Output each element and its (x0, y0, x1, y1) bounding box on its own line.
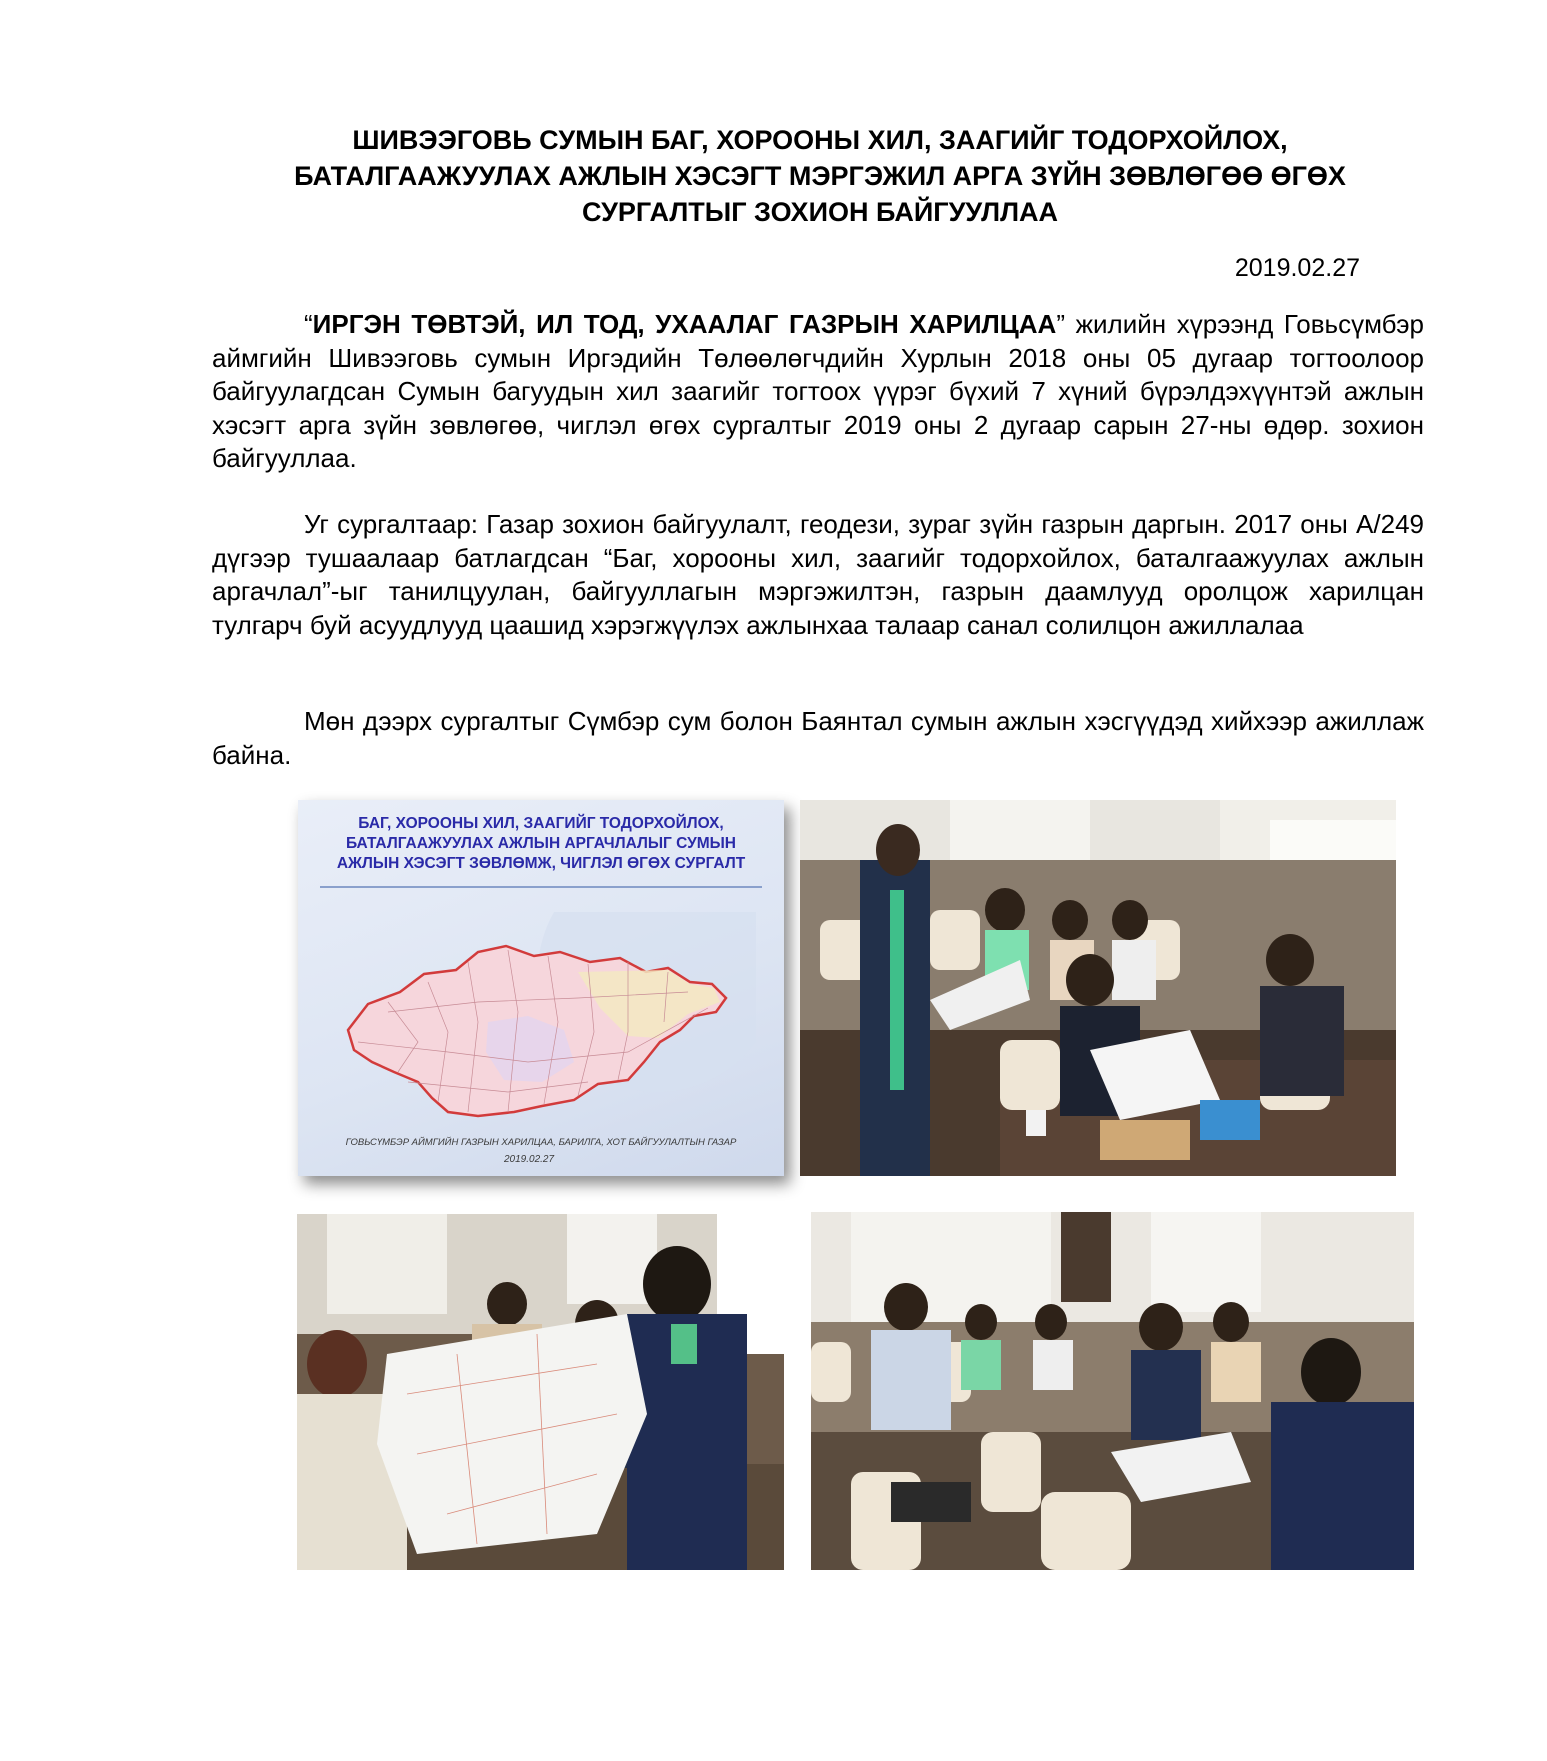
mongolia-map-image (328, 912, 756, 1128)
meeting-photo-3 (811, 1212, 1414, 1570)
paragraph-1 (212, 308, 1424, 476)
quote-close: ” (1056, 309, 1065, 339)
meeting-photo-1 (800, 800, 1396, 1176)
slide-date: 2019.02.27 (504, 1154, 555, 1165)
slide-footer: ГОВЬСҮМБЭР АЙМГИЙН ГАЗРЫН ХАРИЛЦАА, БАРИЛГА, ХОТ БАЙГУУЛАЛТЫН ГАЗАР (345, 1137, 737, 1148)
meeting-photo-2 (297, 1214, 784, 1570)
title-line-2: БАТАЛГААЖУУЛАХ АЖЛЫН ХЭСЭГТ МЭРГЭЖИЛ АРГА ЗҮЙН ЗӨВЛӨГӨӨ ӨГӨХ (294, 161, 1346, 191)
document-date: 2019.02.27 (1234, 254, 1360, 282)
paragraph-3: Мөн дээрх сургалтыг Сүмбэр сум болон Баянтал сумын ажлын хэсгүүдэд хийхээр ажиллаж байна. (212, 706, 1424, 770)
slide-title-line-3: АЖЛЫН ХЭСЭГТ ЗӨВЛӨМЖ, ЧИГЛЭЛ ӨГӨХ СУРГАЛТ (336, 855, 746, 872)
slogan-bold: ИРГЭН ТӨВТЭЙ, ИЛ ТОД, УХААЛАГ ГАЗРЫН ХАРИЛЦАА (312, 309, 1057, 339)
document-title (200, 122, 1440, 230)
slide-divider (320, 886, 762, 888)
title-line-3: СУРГАЛТЫГ ЗОХИОН БАЙГУУЛЛАА (581, 197, 1059, 227)
quote-open: “ (304, 309, 313, 339)
paragraph-2: Уг сургалтаар: Газар зохион байгуулалт, геодези, зураг зүйн газрын даргын. 2017 оны А/249 дүгээр тушаалаар батлагдсан “Баг, хорооны хил, заагийг тодорхойлох, баталгаажуулах ажлын аргачлал”-ыг танилцуулан, байгууллагын мэргэжилтэн, газрын даамлууд оролцож харилцан тулгарч буй асуудлууд цаашид хэрэгжүүлэх ажлынхаа талаар санал солилцон ажиллалаа (212, 509, 1424, 640)
slide-title (298, 814, 784, 874)
paragraph-1-text: жилийн хүрээнд Говьсүмбэр аймгийн Шивээговь сумын Иргэдийн Төлөөлөгчдийн Хурлын 2018 оны 05 дугаар тогтоолоор байгуулагдсан Сумын багуудын хил заагийг тогтоох үүрэг бүхий 7 хүний бүрэлдэхүүнтэй ажлын хэсэгт арга зүйн зөвлөгөө, чиглэл өгөх сургалтыг 2019 оны 2 дугаар сарын 27-ны өдөр. зохион байгууллаа. (212, 309, 1424, 473)
slide-title-line-1: БАГ, ХОРООНЫ ХИЛ, ЗААГИЙГ ТОДОРХОЙЛОХ, (358, 815, 724, 832)
slide-title-line-2: БАТАЛГААЖУУЛАХ АЖЛЫН АРГАЧЛАЛЫГ СУМЫН (345, 835, 737, 852)
title-line-1: ШИВЭЭГОВЬ СУМЫН БАГ, ХОРООНЫ ХИЛ, ЗААГИЙГ ТОДОРХОЙЛОХ, (352, 125, 1288, 155)
presentation-slide-image (298, 800, 784, 1176)
